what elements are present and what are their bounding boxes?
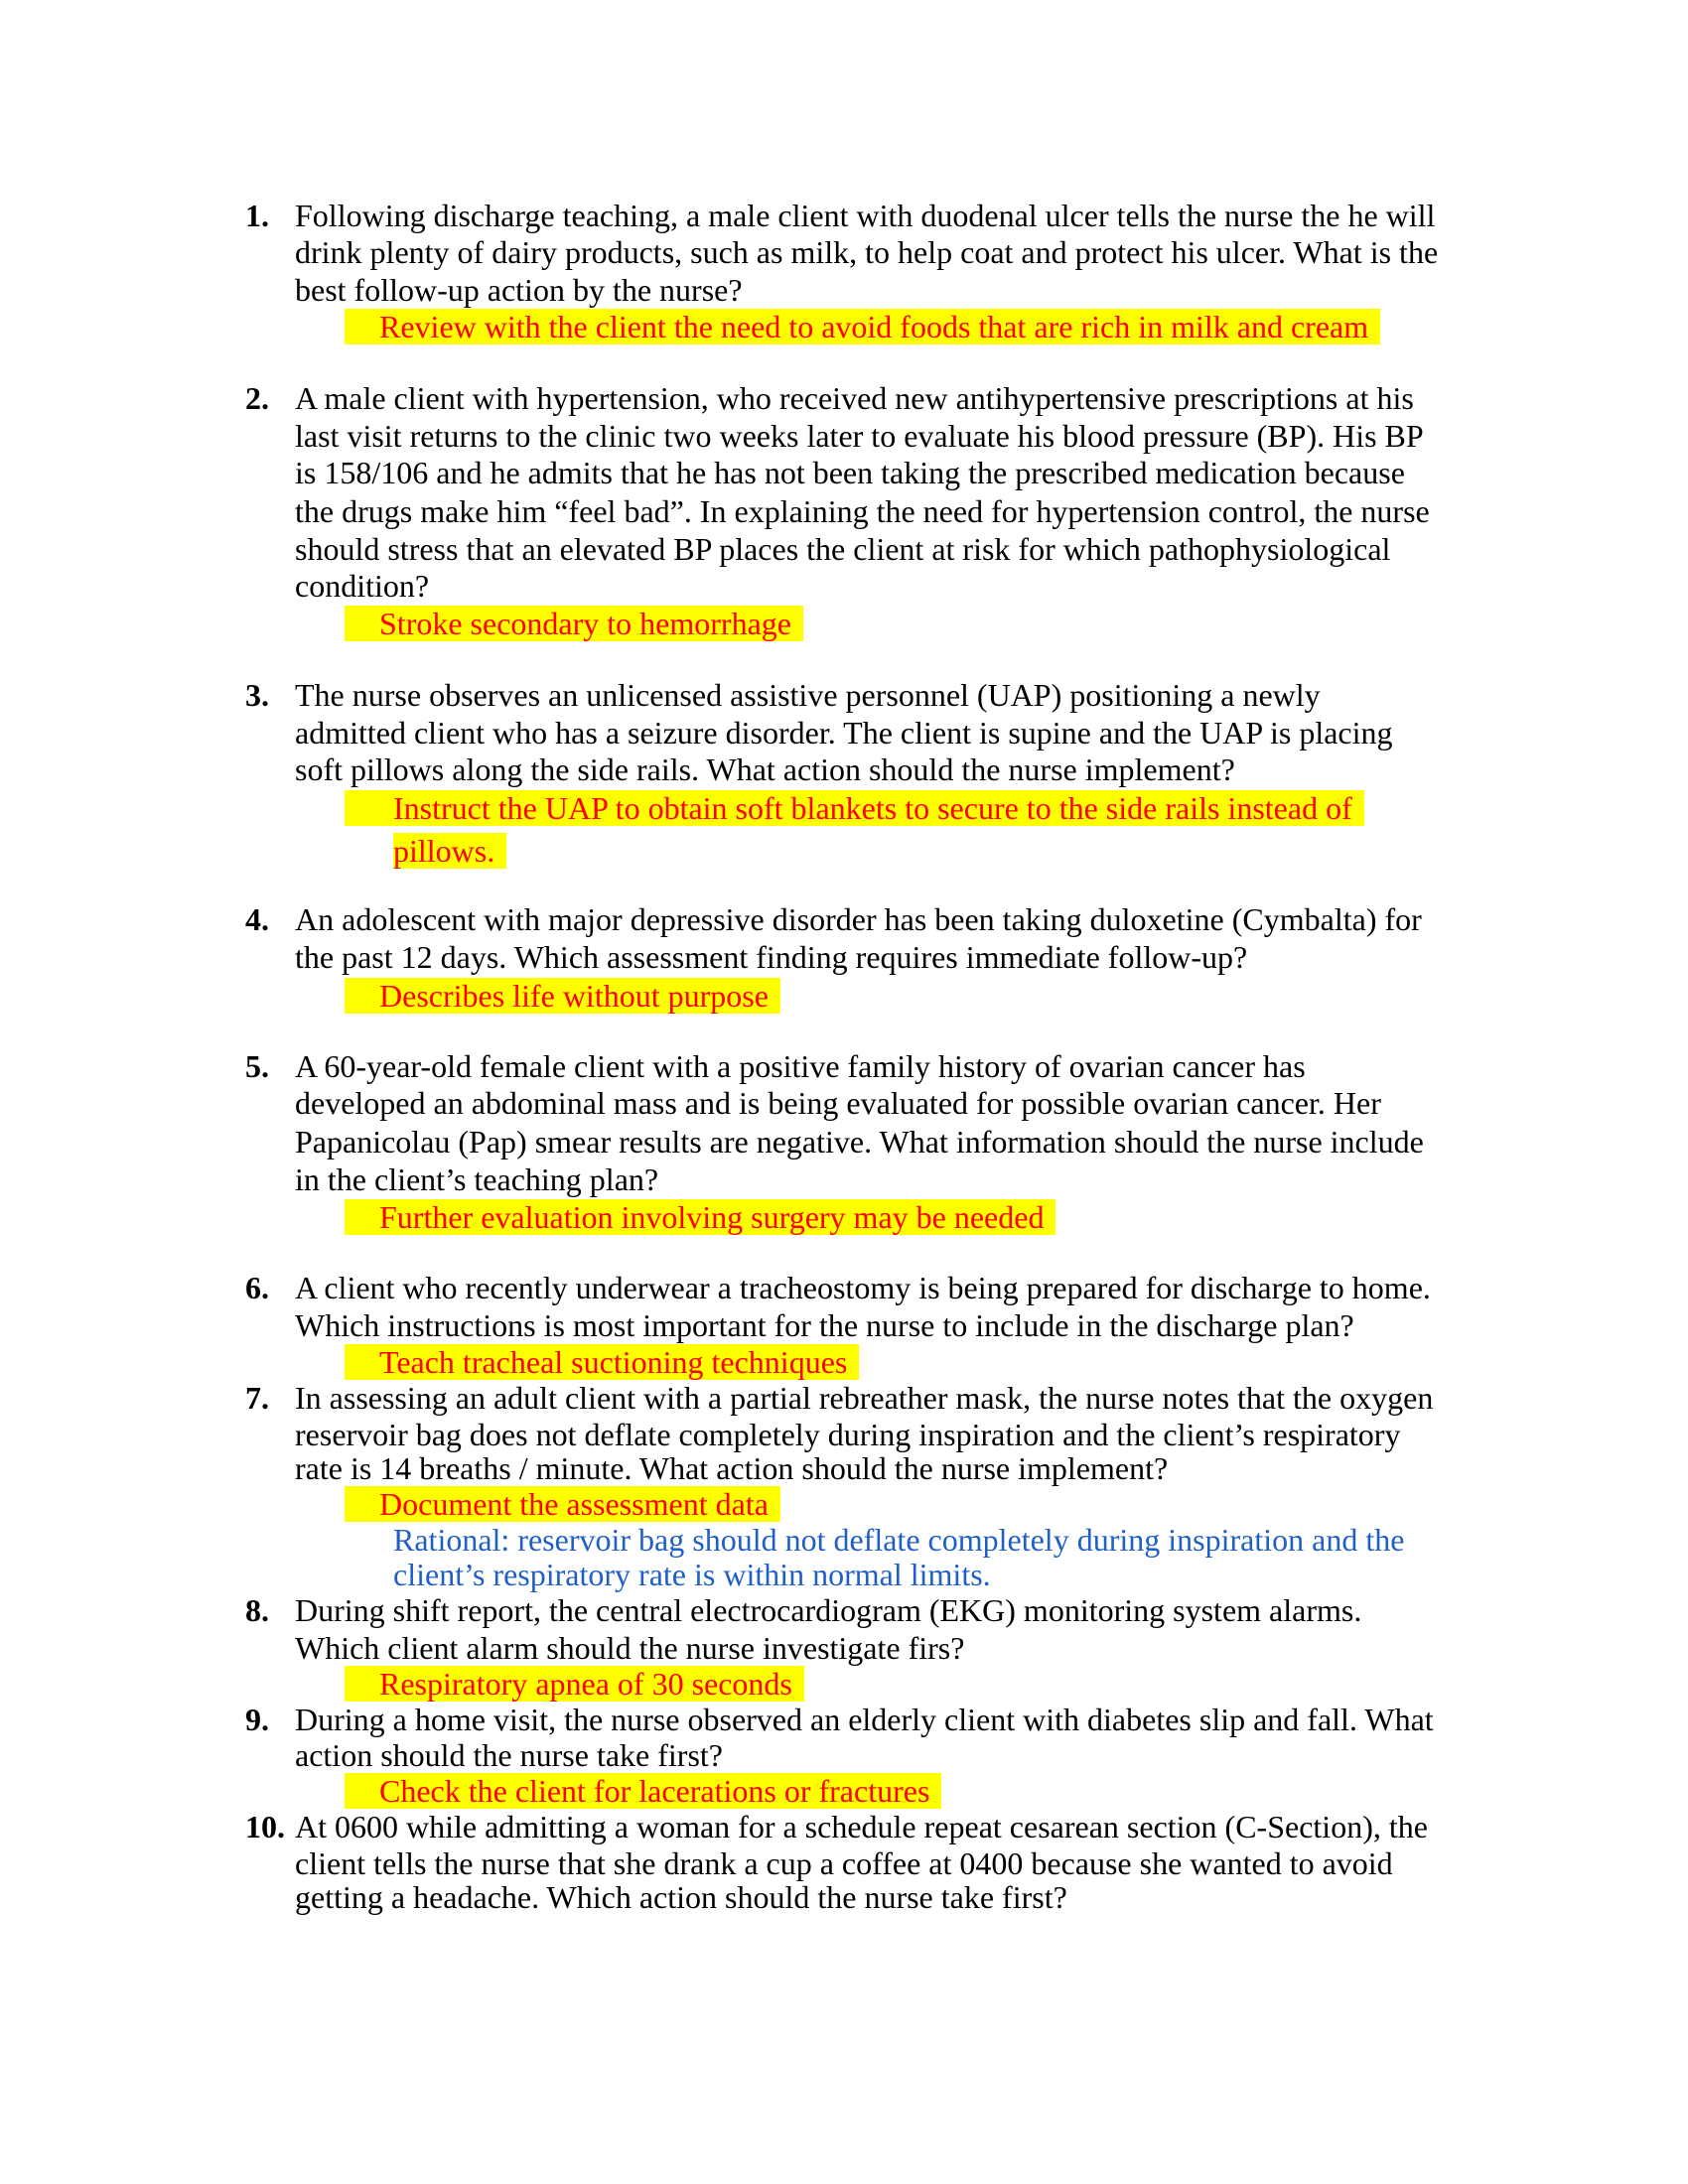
question-text-line: drink plenty of dairy products, such as milk, to help coat and protect his ulcer. What is the xyxy=(295,234,1439,270)
answer-text: pillows. xyxy=(393,833,495,869)
answer-text: Document the assessment data xyxy=(379,1486,769,1522)
question-text-line: Following discharge teaching, a male client with duodenal ulcer tells the nurse the he will xyxy=(295,198,1436,233)
question-text-line: admitted client who has a seizure disorder. The client is supine and the UAP is placing xyxy=(295,715,1393,751)
question-text-line: the past 12 days. Which assessment finding requires immediate follow-up? xyxy=(295,939,1248,975)
question-text-line: At 0600 while admitting a woman for a schedule repeat cesarean section (C-Section), the xyxy=(295,1809,1428,1844)
question-text-line: client tells the nurse that she drank a cup a coffee at 0400 because she wanted to avoid xyxy=(295,1845,1393,1881)
question-number: 4. xyxy=(245,901,269,937)
question-text-line: A male client with hypertension, who received new antihypertensive prescriptions at his xyxy=(295,380,1414,416)
question-number: 3. xyxy=(245,677,269,713)
answer-text: Further evaluation involving surgery may be needed xyxy=(379,1199,1045,1235)
rationale-text: Rational: reservoir bag should not deflate completely during inspiration and the xyxy=(393,1522,1405,1558)
answer-text: Check the client for lacerations or fractures xyxy=(379,1773,930,1809)
question-text-line: The nurse observes an unlicensed assistive personnel (UAP) positioning a newly xyxy=(295,677,1321,713)
question-number: 9. xyxy=(245,1702,269,1737)
question-text-line: the drugs make him “feel bad”. In explaining the need for hypertension control, the nurse xyxy=(295,493,1430,529)
question-text-line: During a home visit, the nurse observed an elderly client with diabetes slip and fall. What xyxy=(295,1702,1434,1737)
rationale-text: client’s respiratory rate is within normal limits. xyxy=(393,1557,991,1592)
question-text-line: reservoir bag does not deflate completely during inspiration and the client’s respiratory xyxy=(295,1417,1401,1452)
question-number: 8. xyxy=(245,1592,269,1628)
question-text-line: last visit returns to the clinic two weeks later to evaluate his blood pressure (BP). His BP xyxy=(295,418,1424,454)
question-text-line: A 60-year-old female client with a positive family history of ovarian cancer has xyxy=(295,1048,1306,1084)
answer-text: Respiratory apnea of 30 seconds xyxy=(379,1666,792,1702)
question-text-line: Which instructions is most important for the nurse to include in the discharge plan? xyxy=(295,1307,1354,1343)
question-text-line: Which client alarm should the nurse investigate firs? xyxy=(295,1630,965,1666)
question-number: 1. xyxy=(245,198,269,233)
answer-text: Teach tracheal suctioning techniques xyxy=(379,1344,848,1380)
question-text-line: soft pillows along the side rails. What action should the nurse implement? xyxy=(295,751,1235,787)
question-number: 6. xyxy=(245,1270,269,1305)
question-text-line: condition? xyxy=(295,568,430,604)
question-number: 10. xyxy=(245,1809,285,1844)
question-number: 2. xyxy=(245,380,269,416)
question-number: 5. xyxy=(245,1048,269,1084)
question-text-line: A client who recently underwear a tracheostomy is being prepared for discharge to home. xyxy=(295,1270,1431,1305)
question-text-line: rate is 14 breaths / minute. What action should the nurse implement? xyxy=(295,1450,1169,1486)
answer-text: Instruct the UAP to obtain soft blankets to secure to the side rails instead of xyxy=(393,790,1352,826)
question-text-line: should stress that an elevated BP places the client at risk for which pathophysiological xyxy=(295,531,1391,567)
question-text-line: An adolescent with major depressive disorder has been taking duloxetine (Cymbalta) for xyxy=(295,901,1422,937)
answer-text: Stroke secondary to hemorrhage xyxy=(379,606,791,641)
question-text-line: Papanicolau (Pap) smear results are negative. What information should the nurse include xyxy=(295,1124,1424,1160)
question-number: 7. xyxy=(245,1380,269,1416)
question-text-line: in the client’s teaching plan? xyxy=(295,1161,659,1197)
answer-text: Review with the client the need to avoid foods that are rich in milk and cream xyxy=(379,309,1369,344)
question-text-line: action should the nurse take first? xyxy=(295,1737,723,1773)
question-text-line: During shift report, the central electrocardiogram (EKG) monitoring system alarms. xyxy=(295,1592,1362,1628)
question-text-line: getting a headache. Which action should the nurse take first? xyxy=(295,1879,1067,1915)
question-text-line: In assessing an adult client with a partial rebreather mask, the nurse notes that the oxygen xyxy=(295,1380,1434,1416)
question-text-line: is 158/106 and he admits that he has not been taking the prescribed medication because xyxy=(295,455,1405,490)
question-text-line: developed an abdominal mass and is being evaluated for possible ovarian cancer. Her xyxy=(295,1085,1381,1121)
question-text-line: best follow-up action by the nurse? xyxy=(295,272,743,308)
answer-text: Describes life without purpose xyxy=(379,978,769,1014)
